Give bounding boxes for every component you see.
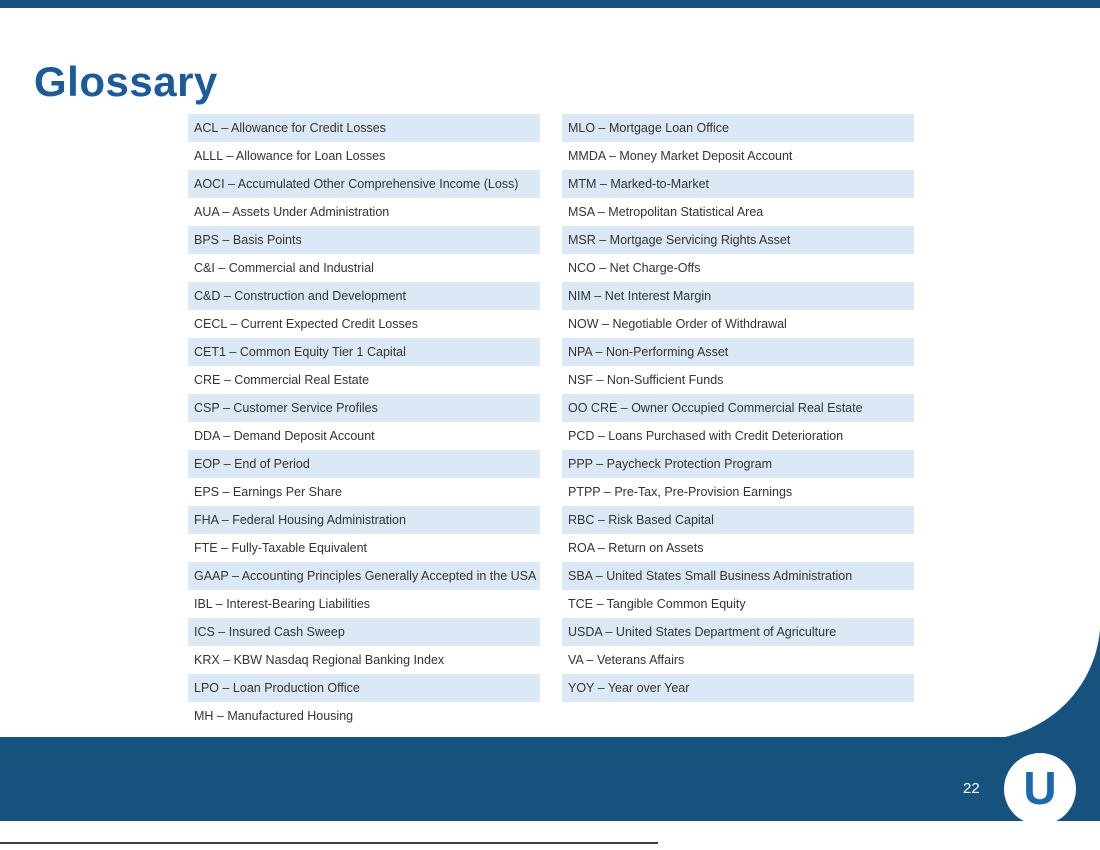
- glossary-row: IBL – Interest-Bearing Liabilities: [194, 597, 371, 611]
- glossary-row: PCD – Loans Purchased with Credit Deterioration: [568, 429, 844, 443]
- glossary-row: NOW – Negotiable Order of Withdrawal: [568, 317, 787, 331]
- glossary-left-column: [188, 114, 540, 730]
- bottom-divider: [0, 842, 658, 844]
- company-logo-letter: U: [1023, 761, 1057, 814]
- glossary-row: LPO – Loan Production Office: [188, 674, 540, 702]
- glossary-row: MMDA – Money Market Deposit Account: [568, 149, 793, 163]
- glossary-row: C&D – Construction and Development: [188, 282, 540, 310]
- swoosh-path: [1000, 629, 1100, 738]
- glossary-row: TCE – Tangible Common Equity: [568, 597, 746, 611]
- glossary-row: MSR – Mortgage Servicing Rights Asset: [562, 226, 914, 254]
- glossary-right-column: [562, 114, 914, 702]
- glossary-row: CECL – Current Expected Credit Losses: [194, 317, 418, 331]
- glossary-row: AOCI – Accumulated Other Comprehensive Income (Loss): [188, 170, 540, 198]
- glossary-row: RBC – Risk Based Capital: [562, 506, 914, 534]
- glossary-row: NIM – Net Interest Margin: [562, 282, 914, 310]
- footer-band: [0, 737, 1100, 821]
- glossary-row: MLO – Mortgage Loan Office: [562, 114, 914, 142]
- page-title: Glossary: [34, 58, 218, 105]
- glossary-row: AUA – Assets Under Administration: [194, 205, 390, 219]
- page-number: 22: [963, 780, 980, 797]
- glossary-row: EOP – End of Period: [188, 450, 540, 478]
- glossary-row: FTE – Fully-Taxable Equivalent: [194, 541, 367, 555]
- glossary-row: USDA – United States Department of Agriculture: [562, 618, 914, 646]
- company-logo: [1004, 753, 1076, 825]
- glossary-row: NCO – Net Charge-Offs: [568, 261, 701, 275]
- glossary-row: ROA – Return on Assets: [568, 541, 704, 555]
- glossary-row: GAAP – Accounting Principles Generally Accepted in the USA: [188, 562, 540, 590]
- glossary-row: NPA – Non-Performing Asset: [562, 338, 914, 366]
- glossary-row: DDA – Demand Deposit Account: [194, 429, 375, 443]
- top-accent-bar: [0, 0, 1100, 8]
- glossary-row: EPS – Earnings Per Share: [194, 485, 342, 499]
- glossary-row: C&I – Commercial and Industrial: [194, 261, 374, 275]
- glossary-row: SBA – United States Small Business Administration: [562, 562, 914, 590]
- glossary-row: CSP – Customer Service Profiles: [188, 394, 540, 422]
- glossary-row: MTM – Marked-to-Market: [562, 170, 914, 198]
- glossary-row: YOY – Year over Year: [562, 674, 914, 702]
- glossary-row: KRX – KBW Nasdaq Regional Banking Index: [194, 653, 445, 667]
- glossary-row: BPS – Basis Points: [188, 226, 540, 254]
- footer-swoosh-shape: [1000, 629, 1100, 738]
- glossary-row: ICS – Insured Cash Sweep: [188, 618, 540, 646]
- glossary-row: CRE – Commercial Real Estate: [194, 373, 370, 387]
- glossary-row: OO CRE – Owner Occupied Commercial Real Estate: [562, 394, 914, 422]
- glossary-row: PPP – Paycheck Protection Program: [562, 450, 914, 478]
- glossary-row: NSF – Non-Sufficient Funds: [568, 373, 724, 387]
- glossary-row: VA – Veterans Affairs: [568, 653, 685, 667]
- glossary-row: PTPP – Pre-Tax, Pre-Provision Earnings: [568, 485, 793, 499]
- glossary-row: ACL – Allowance for Credit Losses: [188, 114, 540, 142]
- glossary-row: MH – Manufactured Housing: [194, 709, 354, 723]
- glossary-row: FHA – Federal Housing Administration: [188, 506, 540, 534]
- glossary-row: MSA – Metropolitan Statistical Area: [568, 205, 764, 219]
- glossary-row: ALLL – Allowance for Loan Losses: [194, 149, 386, 163]
- glossary-row: CET1 – Common Equity Tier 1 Capital: [188, 338, 540, 366]
